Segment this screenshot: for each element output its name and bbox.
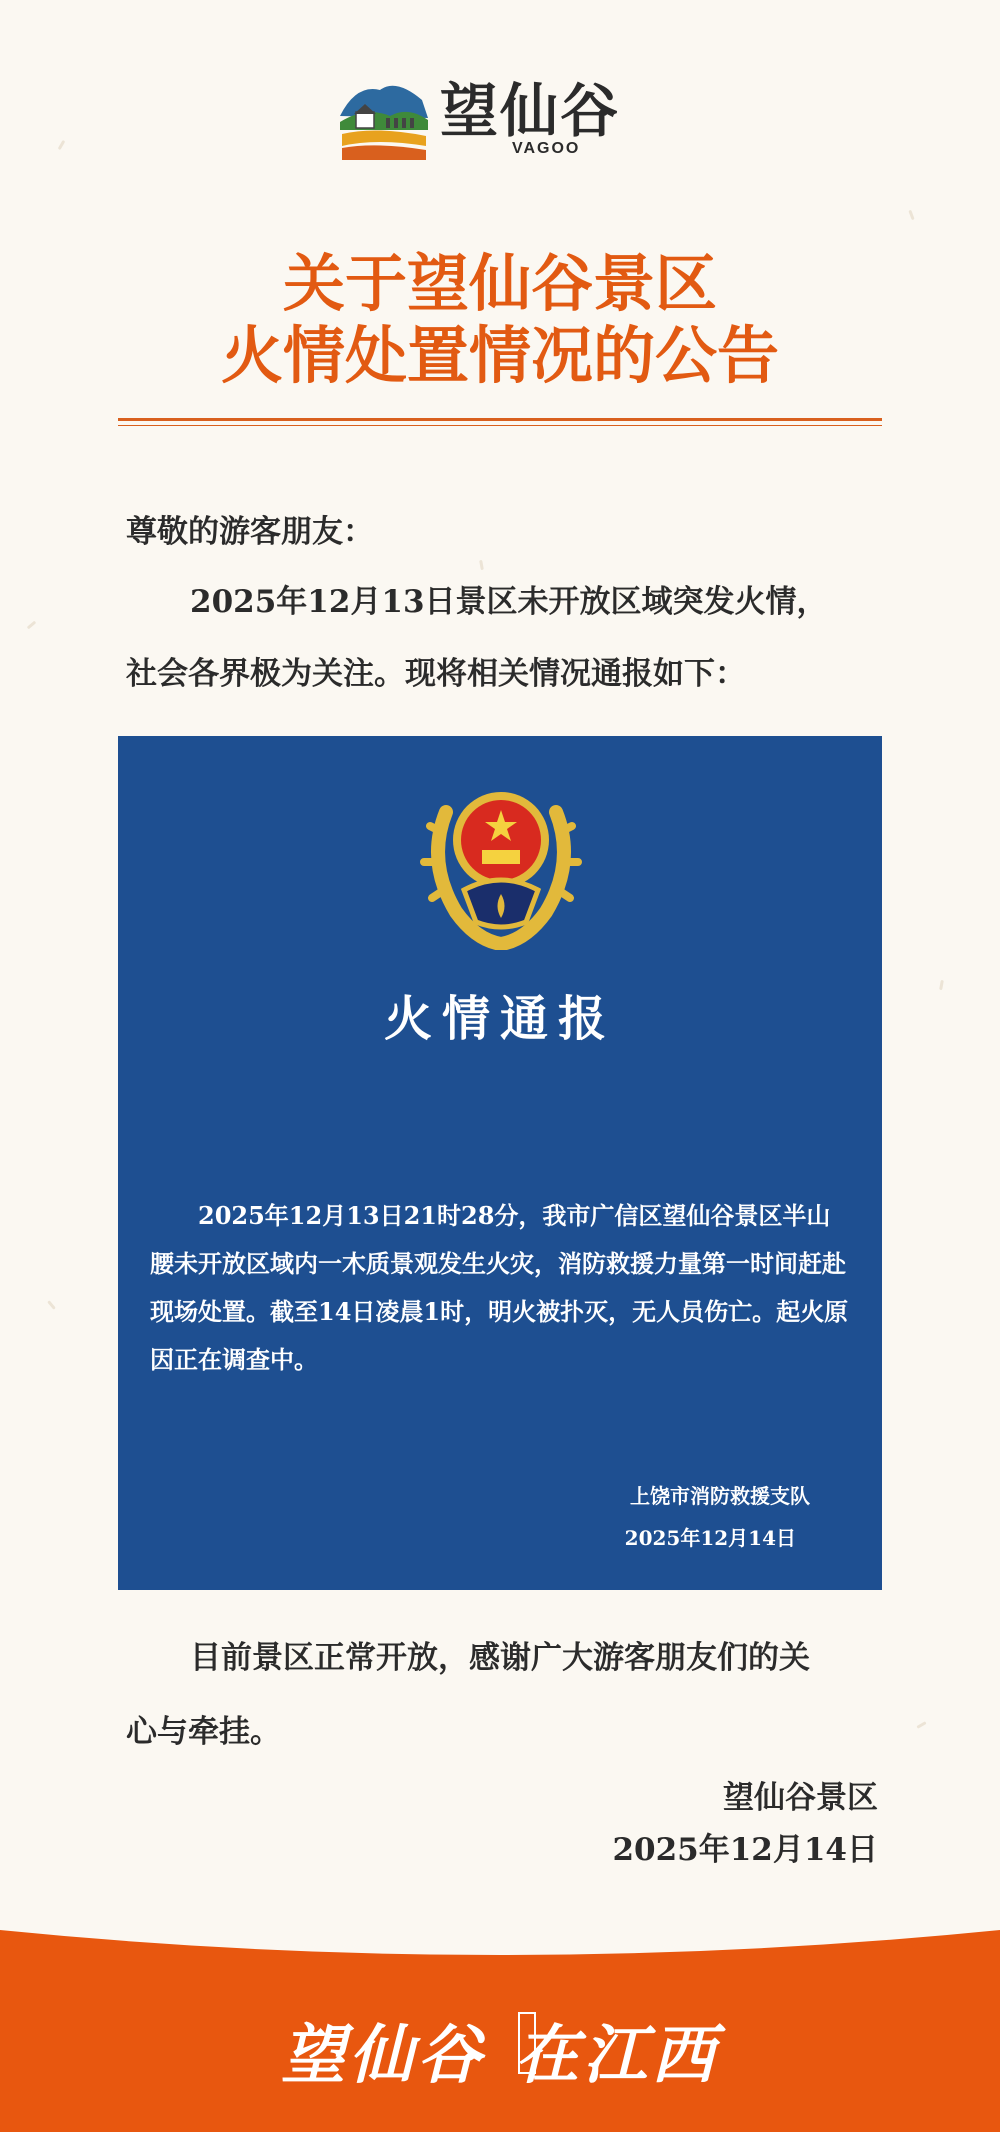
paper-texture xyxy=(58,140,66,150)
closing-line-2: 心与牵挂。 xyxy=(126,1714,281,1750)
intro-line-2: 社会各界极为关注。现将相关情况通报如下： xyxy=(126,656,746,692)
footer-slogan xyxy=(0,2004,1000,2096)
page-title-line-2: 火情处置情况的公告 xyxy=(220,319,779,392)
greeting-text: 尊敬的游客朋友： xyxy=(126,514,374,550)
footer-slogan-right: 在江西 xyxy=(515,2018,719,2093)
notice-issuer: 上饶市消防救援支队 xyxy=(630,1484,810,1508)
seal-stamp xyxy=(518,2012,536,2074)
footer-slogan-left: 望仙谷 xyxy=(281,2018,485,2093)
mountain-logo-icon xyxy=(336,76,432,162)
notice-body: 2025年12月13日21时28分，我市广信区望仙谷景区半山腰未开放区域内一木质景观发生火灾，消防救援力量第一时间赶赴现场处置。截至14日凌晨1时，明火被扑灭，无人员伤亡。起火原因正在调查中。 xyxy=(150,1201,849,1374)
paper-texture xyxy=(47,1300,56,1310)
title-divider xyxy=(118,425,882,426)
logo-name-en: VAGOO xyxy=(512,140,581,157)
fire-rescue-emblem-icon xyxy=(416,772,586,950)
paper-texture xyxy=(939,980,944,990)
closing-line-1: 目前景区正常开放，感谢广大游客朋友们的关 xyxy=(190,1640,810,1676)
logo-name-cn: 望仙谷 xyxy=(440,77,621,145)
notice-date: 2025年12月14日 xyxy=(624,1526,796,1550)
brand-logo xyxy=(336,76,676,166)
paper-texture xyxy=(27,621,37,630)
intro-line-1: 2025年12月13日景区未开放区域突发火情， xyxy=(190,584,828,620)
signature-date: 2025年12月14日 xyxy=(612,1832,878,1868)
paper-texture xyxy=(479,560,484,570)
paper-texture xyxy=(916,1721,926,1729)
title-divider xyxy=(118,418,882,421)
signature: 望仙谷景区 xyxy=(723,1780,878,1816)
fire-notice-panel xyxy=(118,736,882,1590)
paper-texture xyxy=(908,210,914,220)
notice-title: 火情通报 xyxy=(383,991,616,1047)
page-title-line-1: 关于望仙谷景区 xyxy=(282,247,717,320)
